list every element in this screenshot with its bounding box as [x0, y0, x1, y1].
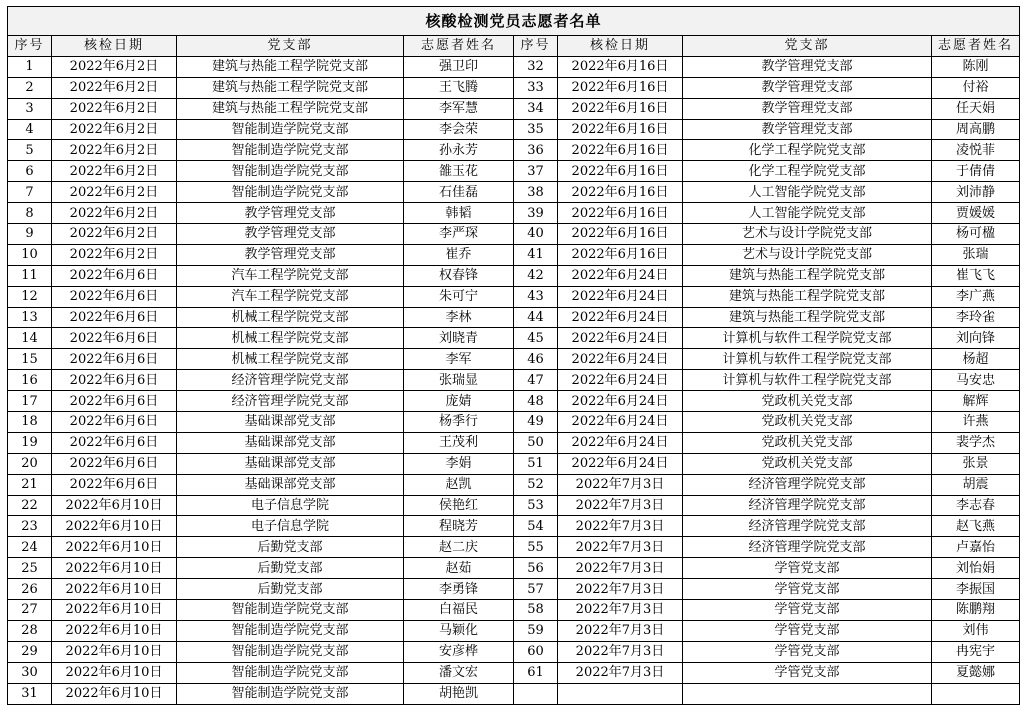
date-cell: 2022年6月2日	[52, 140, 177, 161]
name-cell: 李勇锋	[404, 579, 514, 600]
branch-cell: 经济管理学院党支部	[683, 537, 932, 558]
name-cell: 庞婧	[404, 391, 514, 412]
branch-cell: 党政机关党支部	[683, 432, 932, 453]
branch-cell: 计算机与软件工程学院党支部	[683, 328, 932, 349]
date-cell: 2022年6月16日	[558, 244, 683, 265]
name-cell: 凌悦菲	[932, 140, 1020, 161]
seq-cell: 23	[8, 516, 52, 537]
branch-cell: 教学管理党支部	[177, 244, 404, 265]
date-cell: 2022年6月10日	[52, 620, 177, 641]
date-cell: 2022年6月6日	[52, 328, 177, 349]
seq-cell: 24	[8, 537, 52, 558]
seq-cell: 48	[514, 391, 558, 412]
branch-cell: 经济管理学院党支部	[177, 391, 404, 412]
branch-cell: 建筑与热能工程学院党支部	[177, 77, 404, 98]
date-cell: 2022年6月10日	[52, 579, 177, 600]
branch-cell: 教学管理党支部	[683, 119, 932, 140]
name-cell: 石佳磊	[404, 182, 514, 203]
name-cell: 刘向锋	[932, 328, 1020, 349]
seq-cell: 55	[514, 537, 558, 558]
name-cell: 崔飞飞	[932, 265, 1020, 286]
date-cell: 2022年7月3日	[558, 600, 683, 621]
name-cell: 胡震	[932, 474, 1020, 495]
date-cell: 2022年7月3日	[558, 516, 683, 537]
name-cell: 孙永芳	[404, 140, 514, 161]
date-cell: 2022年6月10日	[52, 600, 177, 621]
date-cell: 2022年6月16日	[558, 161, 683, 182]
table-row	[8, 453, 1020, 474]
branch-cell: 智能制造学院党支部	[177, 119, 404, 140]
name-cell: 李林	[404, 307, 514, 328]
date-cell: 2022年6月16日	[558, 182, 683, 203]
seq-cell: 56	[514, 558, 558, 579]
table-row	[8, 474, 1020, 495]
seq-cell: 41	[514, 244, 558, 265]
branch-cell: 经济管理学院党支部	[177, 370, 404, 391]
date-cell: 2022年6月24日	[558, 432, 683, 453]
date-cell: 2022年6月16日	[558, 140, 683, 161]
table-row	[8, 77, 1020, 98]
seq-cell: 10	[8, 244, 52, 265]
table-row	[8, 244, 1020, 265]
name-cell: 马颖化	[404, 620, 514, 641]
table-row	[8, 683, 1020, 704]
name-cell: 李志春	[932, 495, 1020, 516]
table-row	[8, 119, 1020, 140]
name-cell: 张瑞	[932, 244, 1020, 265]
name-cell: 张景	[932, 453, 1020, 474]
date-cell: 2022年7月3日	[558, 474, 683, 495]
seq-cell: 47	[514, 370, 558, 391]
branch-cell: 智能制造学院党支部	[177, 683, 404, 704]
seq-cell: 19	[8, 432, 52, 453]
branch-cell: 机械工程学院党支部	[177, 307, 404, 328]
name-cell: 刘怡娟	[932, 558, 1020, 579]
seq-cell: 8	[8, 203, 52, 224]
name-cell: 陈鹏翔	[932, 600, 1020, 621]
date-cell: 2022年6月10日	[52, 641, 177, 662]
date-cell: 2022年6月2日	[52, 98, 177, 119]
table-row	[8, 349, 1020, 370]
seq-cell: 14	[8, 328, 52, 349]
branch-cell: 智能制造学院党支部	[177, 641, 404, 662]
branch-cell	[683, 683, 932, 704]
seq-cell: 42	[514, 265, 558, 286]
branch-cell: 汽车工程学院党支部	[177, 265, 404, 286]
table-row	[8, 182, 1020, 203]
branch-cell: 建筑与热能工程学院党支部	[177, 56, 404, 77]
seq-cell: 3	[8, 98, 52, 119]
date-cell: 2022年7月3日	[558, 558, 683, 579]
date-cell: 2022年6月2日	[52, 182, 177, 203]
branch-cell: 智能制造学院党支部	[177, 140, 404, 161]
name-cell: 白福民	[404, 600, 514, 621]
seq-cell: 38	[514, 182, 558, 203]
branch-cell: 智能制造学院党支部	[177, 662, 404, 683]
name-cell: 解辉	[932, 391, 1020, 412]
branch-cell: 党政机关党支部	[683, 412, 932, 433]
seq-cell: 46	[514, 349, 558, 370]
branch-cell: 电子信息学院	[177, 516, 404, 537]
header-seq-left: 序号	[8, 36, 52, 57]
name-cell: 夏懿娜	[932, 662, 1020, 683]
date-cell: 2022年6月10日	[52, 662, 177, 683]
branch-cell: 学管党支部	[683, 600, 932, 621]
seq-cell: 25	[8, 558, 52, 579]
table-row	[8, 641, 1020, 662]
date-cell: 2022年6月16日	[558, 224, 683, 245]
date-cell: 2022年6月10日	[52, 516, 177, 537]
seq-cell: 1	[8, 56, 52, 77]
seq-cell: 5	[8, 140, 52, 161]
name-cell: 李娟	[404, 453, 514, 474]
branch-cell: 教学管理党支部	[683, 77, 932, 98]
date-cell: 2022年6月2日	[52, 77, 177, 98]
name-cell: 马安忠	[932, 370, 1020, 391]
header-name-right: 志愿者姓名	[932, 36, 1020, 57]
name-cell: 刘沛静	[932, 182, 1020, 203]
seq-cell: 57	[514, 579, 558, 600]
seq-cell: 2	[8, 77, 52, 98]
seq-cell: 50	[514, 432, 558, 453]
name-cell	[932, 683, 1020, 704]
header-date-right: 核检日期	[558, 36, 683, 57]
date-cell: 2022年6月24日	[558, 328, 683, 349]
date-cell: 2022年6月24日	[558, 370, 683, 391]
branch-cell: 学管党支部	[683, 620, 932, 641]
branch-cell: 后勤党支部	[177, 537, 404, 558]
header-row	[8, 36, 1020, 57]
branch-cell: 机械工程学院党支部	[177, 328, 404, 349]
date-cell: 2022年6月2日	[52, 244, 177, 265]
date-cell: 2022年7月3日	[558, 620, 683, 641]
name-cell: 安彦桦	[404, 641, 514, 662]
branch-cell: 教学管理党支部	[177, 203, 404, 224]
name-cell: 程晓芳	[404, 516, 514, 537]
date-cell: 2022年6月16日	[558, 77, 683, 98]
branch-cell: 机械工程学院党支部	[177, 349, 404, 370]
branch-cell: 经济管理学院党支部	[683, 516, 932, 537]
name-cell: 李军慧	[404, 98, 514, 119]
seq-cell: 29	[8, 641, 52, 662]
branch-cell: 基础课部党支部	[177, 474, 404, 495]
name-cell: 赵凯	[404, 474, 514, 495]
branch-cell: 化学工程学院党支部	[683, 161, 932, 182]
date-cell: 2022年6月6日	[52, 307, 177, 328]
date-cell: 2022年6月2日	[52, 203, 177, 224]
branch-cell: 后勤党支部	[177, 579, 404, 600]
seq-cell: 28	[8, 620, 52, 641]
branch-cell: 计算机与软件工程学院党支部	[683, 370, 932, 391]
seq-cell: 32	[514, 56, 558, 77]
seq-cell: 40	[514, 224, 558, 245]
name-cell: 权春锋	[404, 265, 514, 286]
seq-cell: 49	[514, 412, 558, 433]
date-cell: 2022年6月24日	[558, 307, 683, 328]
date-cell: 2022年6月24日	[558, 453, 683, 474]
date-cell: 2022年6月16日	[558, 203, 683, 224]
branch-cell: 教学管理党支部	[177, 224, 404, 245]
seq-cell: 39	[514, 203, 558, 224]
branch-cell: 基础课部党支部	[177, 412, 404, 433]
name-cell: 侯艳红	[404, 495, 514, 516]
branch-cell: 电子信息学院	[177, 495, 404, 516]
date-cell: 2022年6月24日	[558, 349, 683, 370]
table-row	[8, 307, 1020, 328]
branch-cell: 教学管理党支部	[683, 56, 932, 77]
seq-cell: 54	[514, 516, 558, 537]
date-cell: 2022年6月2日	[52, 56, 177, 77]
seq-cell: 58	[514, 600, 558, 621]
name-cell: 赵茹	[404, 558, 514, 579]
name-cell: 王茂利	[404, 432, 514, 453]
date-cell: 2022年6月24日	[558, 391, 683, 412]
seq-cell: 27	[8, 600, 52, 621]
date-cell: 2022年6月6日	[52, 370, 177, 391]
date-cell: 2022年6月6日	[52, 453, 177, 474]
name-cell: 强卫印	[404, 56, 514, 77]
branch-cell: 经济管理学院党支部	[683, 474, 932, 495]
name-cell: 韩韬	[404, 203, 514, 224]
branch-cell: 智能制造学院党支部	[177, 161, 404, 182]
table-row	[8, 620, 1020, 641]
volunteer-table	[7, 6, 1020, 705]
date-cell: 2022年6月6日	[52, 265, 177, 286]
name-cell: 陈刚	[932, 56, 1020, 77]
name-cell: 赵二庆	[404, 537, 514, 558]
table-row	[8, 140, 1020, 161]
header-seq-right: 序号	[514, 36, 558, 57]
branch-cell: 汽车工程学院党支部	[177, 286, 404, 307]
date-cell: 2022年6月6日	[52, 412, 177, 433]
date-cell: 2022年6月2日	[52, 161, 177, 182]
branch-cell: 党政机关党支部	[683, 453, 932, 474]
date-cell: 2022年7月3日	[558, 641, 683, 662]
branch-cell: 后勤党支部	[177, 558, 404, 579]
date-cell: 2022年6月10日	[52, 495, 177, 516]
branch-cell: 智能制造学院党支部	[177, 620, 404, 641]
seq-cell: 21	[8, 474, 52, 495]
table-row	[8, 203, 1020, 224]
seq-cell	[514, 683, 558, 704]
name-cell: 贾媛媛	[932, 203, 1020, 224]
table-row	[8, 391, 1020, 412]
table-row	[8, 286, 1020, 307]
branch-cell: 智能制造学院党支部	[177, 600, 404, 621]
date-cell: 2022年6月2日	[52, 224, 177, 245]
header-date-left: 核检日期	[52, 36, 177, 57]
branch-cell: 建筑与热能工程学院党支部	[177, 98, 404, 119]
date-cell: 2022年7月3日	[558, 537, 683, 558]
date-cell: 2022年6月6日	[52, 286, 177, 307]
name-cell: 许燕	[932, 412, 1020, 433]
name-cell: 潘文宏	[404, 662, 514, 683]
branch-cell: 建筑与热能工程学院党支部	[683, 265, 932, 286]
date-cell: 2022年6月16日	[558, 98, 683, 119]
branch-cell: 学管党支部	[683, 641, 932, 662]
header-branch-right: 党支部	[683, 36, 932, 57]
header-name-left: 志愿者姓名	[404, 36, 514, 57]
name-cell: 冉宪宇	[932, 641, 1020, 662]
seq-cell: 22	[8, 495, 52, 516]
date-cell: 2022年7月3日	[558, 495, 683, 516]
table-row	[8, 370, 1020, 391]
table-row	[8, 56, 1020, 77]
seq-cell: 51	[514, 453, 558, 474]
name-cell: 胡艳凯	[404, 683, 514, 704]
branch-cell: 建筑与热能工程学院党支部	[683, 286, 932, 307]
seq-cell: 35	[514, 119, 558, 140]
branch-cell: 计算机与软件工程学院党支部	[683, 349, 932, 370]
seq-cell: 43	[514, 286, 558, 307]
seq-cell: 61	[514, 662, 558, 683]
seq-cell: 26	[8, 579, 52, 600]
table-title: 核酸检测党员志愿者名单	[8, 7, 1020, 36]
seq-cell: 17	[8, 391, 52, 412]
name-cell: 付裕	[932, 77, 1020, 98]
branch-cell: 基础课部党支部	[177, 453, 404, 474]
branch-cell: 智能制造学院党支部	[177, 182, 404, 203]
branch-cell: 学管党支部	[683, 662, 932, 683]
name-cell: 李严琛	[404, 224, 514, 245]
name-cell: 裴学杰	[932, 432, 1020, 453]
seq-cell: 37	[514, 161, 558, 182]
name-cell: 朱可宁	[404, 286, 514, 307]
table-row	[8, 600, 1020, 621]
name-cell: 周高鹏	[932, 119, 1020, 140]
date-cell: 2022年7月3日	[558, 579, 683, 600]
header-branch-left: 党支部	[177, 36, 404, 57]
name-cell: 刘晓青	[404, 328, 514, 349]
date-cell: 2022年6月10日	[52, 558, 177, 579]
date-cell: 2022年6月6日	[52, 391, 177, 412]
name-cell: 杨超	[932, 349, 1020, 370]
seq-cell: 20	[8, 453, 52, 474]
seq-cell: 11	[8, 265, 52, 286]
seq-cell: 30	[8, 662, 52, 683]
date-cell: 2022年6月10日	[52, 683, 177, 704]
seq-cell: 59	[514, 620, 558, 641]
seq-cell: 52	[514, 474, 558, 495]
name-cell: 崔乔	[404, 244, 514, 265]
date-cell: 2022年6月24日	[558, 286, 683, 307]
table-row	[8, 412, 1020, 433]
name-cell: 张瑞显	[404, 370, 514, 391]
table-row	[8, 558, 1020, 579]
name-cell: 卢嘉怡	[932, 537, 1020, 558]
table-row	[8, 516, 1020, 537]
seq-cell: 9	[8, 224, 52, 245]
branch-cell: 经济管理学院党支部	[683, 495, 932, 516]
table-row	[8, 662, 1020, 683]
seq-cell: 15	[8, 349, 52, 370]
name-cell: 王飞腾	[404, 77, 514, 98]
date-cell	[558, 683, 683, 704]
seq-cell: 34	[514, 98, 558, 119]
branch-cell: 建筑与热能工程学院党支部	[683, 307, 932, 328]
seq-cell: 13	[8, 307, 52, 328]
name-cell: 刘伟	[932, 620, 1020, 641]
name-cell: 雒玉花	[404, 161, 514, 182]
table-row	[8, 224, 1020, 245]
name-cell: 李军	[404, 349, 514, 370]
branch-cell: 人工智能学院党支部	[683, 203, 932, 224]
branch-cell: 艺术与设计学院党支部	[683, 224, 932, 245]
table-row	[8, 265, 1020, 286]
seq-cell: 44	[514, 307, 558, 328]
branch-cell: 基础课部党支部	[177, 432, 404, 453]
date-cell: 2022年6月6日	[52, 432, 177, 453]
table-row	[8, 579, 1020, 600]
branch-cell: 人工智能学院党支部	[683, 182, 932, 203]
branch-cell: 学管党支部	[683, 579, 932, 600]
seq-cell: 18	[8, 412, 52, 433]
seq-cell: 12	[8, 286, 52, 307]
name-cell: 李振国	[932, 579, 1020, 600]
table-row	[8, 161, 1020, 182]
seq-cell: 36	[514, 140, 558, 161]
branch-cell: 艺术与设计学院党支部	[683, 244, 932, 265]
name-cell: 李广燕	[932, 286, 1020, 307]
seq-cell: 60	[514, 641, 558, 662]
name-cell: 任天娟	[932, 98, 1020, 119]
date-cell: 2022年6月2日	[52, 119, 177, 140]
table-row	[8, 432, 1020, 453]
name-cell: 李会荣	[404, 119, 514, 140]
name-cell: 李玲雀	[932, 307, 1020, 328]
name-cell: 杨季行	[404, 412, 514, 433]
name-cell: 杨可楹	[932, 224, 1020, 245]
seq-cell: 7	[8, 182, 52, 203]
date-cell: 2022年6月24日	[558, 265, 683, 286]
seq-cell: 4	[8, 119, 52, 140]
date-cell: 2022年6月24日	[558, 412, 683, 433]
table-row	[8, 537, 1020, 558]
branch-cell: 化学工程学院党支部	[683, 140, 932, 161]
branch-cell: 学管党支部	[683, 558, 932, 579]
seq-cell: 33	[514, 77, 558, 98]
date-cell: 2022年6月6日	[52, 349, 177, 370]
seq-cell: 53	[514, 495, 558, 516]
table-row	[8, 495, 1020, 516]
seq-cell: 45	[514, 328, 558, 349]
date-cell: 2022年6月6日	[52, 474, 177, 495]
date-cell: 2022年6月10日	[52, 537, 177, 558]
name-cell: 于倩倩	[932, 161, 1020, 182]
name-cell: 赵飞燕	[932, 516, 1020, 537]
table-row	[8, 98, 1020, 119]
date-cell: 2022年7月3日	[558, 662, 683, 683]
date-cell: 2022年6月16日	[558, 56, 683, 77]
seq-cell: 16	[8, 370, 52, 391]
seq-cell: 6	[8, 161, 52, 182]
table-row	[8, 328, 1020, 349]
seq-cell: 31	[8, 683, 52, 704]
branch-cell: 教学管理党支部	[683, 98, 932, 119]
branch-cell: 党政机关党支部	[683, 391, 932, 412]
date-cell: 2022年6月16日	[558, 119, 683, 140]
